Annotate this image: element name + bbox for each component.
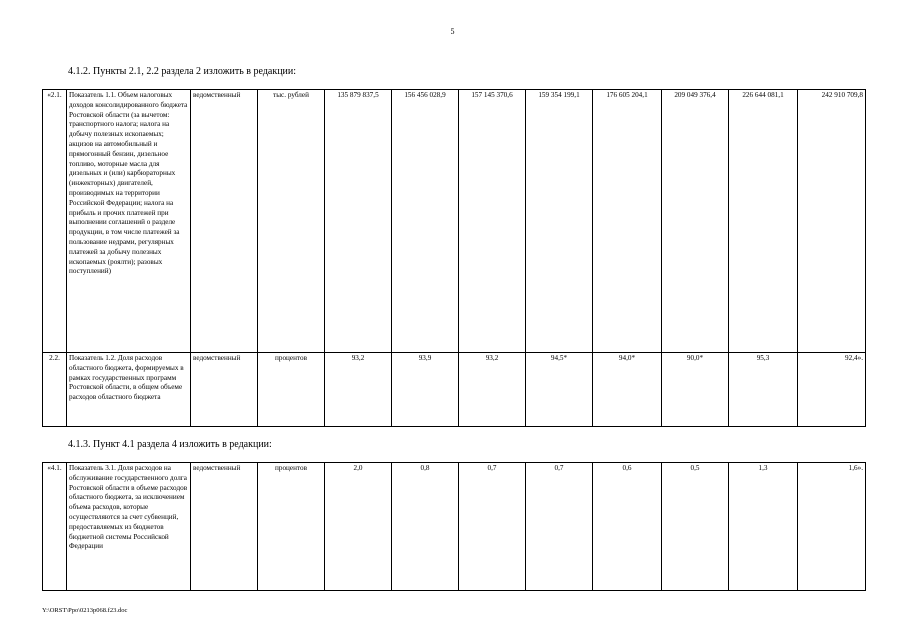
value-cell: 242 910 709,8	[798, 90, 866, 353]
row-number-cell: «2.1.	[43, 90, 67, 353]
value-cell: 95,3	[729, 353, 798, 427]
value-cell: 0,8	[392, 463, 459, 591]
table-row	[43, 90, 866, 353]
value-cell: 0,7	[526, 463, 593, 591]
value-cell: 226 644 081,1	[729, 90, 798, 353]
value-cell: 1,3	[729, 463, 798, 591]
table-row	[43, 353, 866, 427]
indicator-type-cell: ведомственный	[191, 353, 258, 427]
value-cell: 93,9	[392, 353, 459, 427]
table-row	[43, 463, 866, 591]
section-heading-4-1-2: 4.1.2. Пункты 2.1, 2.2 раздела 2 изложить в редакции:	[68, 66, 297, 77]
row-number-cell: 2.2.	[43, 353, 67, 427]
indicator-type-cell: ведомственный	[191, 463, 258, 591]
value-cell: 92,4».	[798, 353, 866, 427]
indicator-type-cell: ведомственный	[191, 90, 258, 353]
section-heading-4-1-3: 4.1.3. Пункт 4.1 раздела 4 изложить в редакции:	[68, 439, 272, 450]
value-cell: 209 049 376,4	[662, 90, 729, 353]
value-cell: 94,5*	[526, 353, 593, 427]
value-cell: 93,2	[459, 353, 526, 427]
unit-cell: процентов	[258, 463, 325, 591]
value-cell: 90,0*	[662, 353, 729, 427]
value-cell: 156 456 028,9	[392, 90, 459, 353]
value-cell: 176 605 204,1	[593, 90, 662, 353]
value-cell: 2,0	[325, 463, 392, 591]
indicator-name-cell: Показатель 3.1. Доля расходов на обслуживание государственного долга Ростовской области в объеме расходов областного бюджета, за исключением объема расходов, которые осуществляются за счет субвенций, предоставляемых из бюджетов бюджетной системы Российской Федерации	[67, 463, 191, 591]
value-cell: 159 354 199,1	[526, 90, 593, 353]
unit-cell: тыс. рублей	[258, 90, 325, 353]
document-file-path: Y:\ORST\Ppo\0213p068.f23.doc	[42, 607, 128, 614]
indicator-name-cell: Показатель 1.2. Доля расходов областного бюджета, формируемых в рамках государственных программ Ростовской области, в общем объеме расходов областного бюджета	[67, 353, 191, 427]
indicator-table-section-4	[42, 462, 866, 591]
indicator-table-section-2	[42, 89, 866, 427]
value-cell: 94,0*	[593, 353, 662, 427]
value-cell: 93,2	[325, 353, 392, 427]
value-cell: 0,6	[593, 463, 662, 591]
value-cell: 1,6».	[798, 463, 866, 591]
value-cell: 135 879 837,5	[325, 90, 392, 353]
row-number-cell: «4.1.	[43, 463, 67, 591]
unit-cell: процентов	[258, 353, 325, 427]
value-cell: 0,7	[459, 463, 526, 591]
value-cell: 157 145 370,6	[459, 90, 526, 353]
page-number: 5	[450, 27, 455, 36]
indicator-name-cell: Показатель 1.1. Объем налоговых доходов консолидированного бюджета Ростовской области (за вычетом: транспортного налога; налога на добычу полезных ископаемых; акцизов на автомобильный и прямогонный бензин, дизельное топливо, моторные масла для дизельных и (или) карбюраторных (инжекторных) двигателей, производимых на территории Российской Федерации; налога на прибыль и прочих платежей при выполнении соглашений о разделе продукции, в том числе платежей за пользование недрами, регулярных платежей за добычу полезных ископаемых (роялти); разовых поступлений)	[67, 90, 191, 353]
value-cell: 0,5	[662, 463, 729, 591]
